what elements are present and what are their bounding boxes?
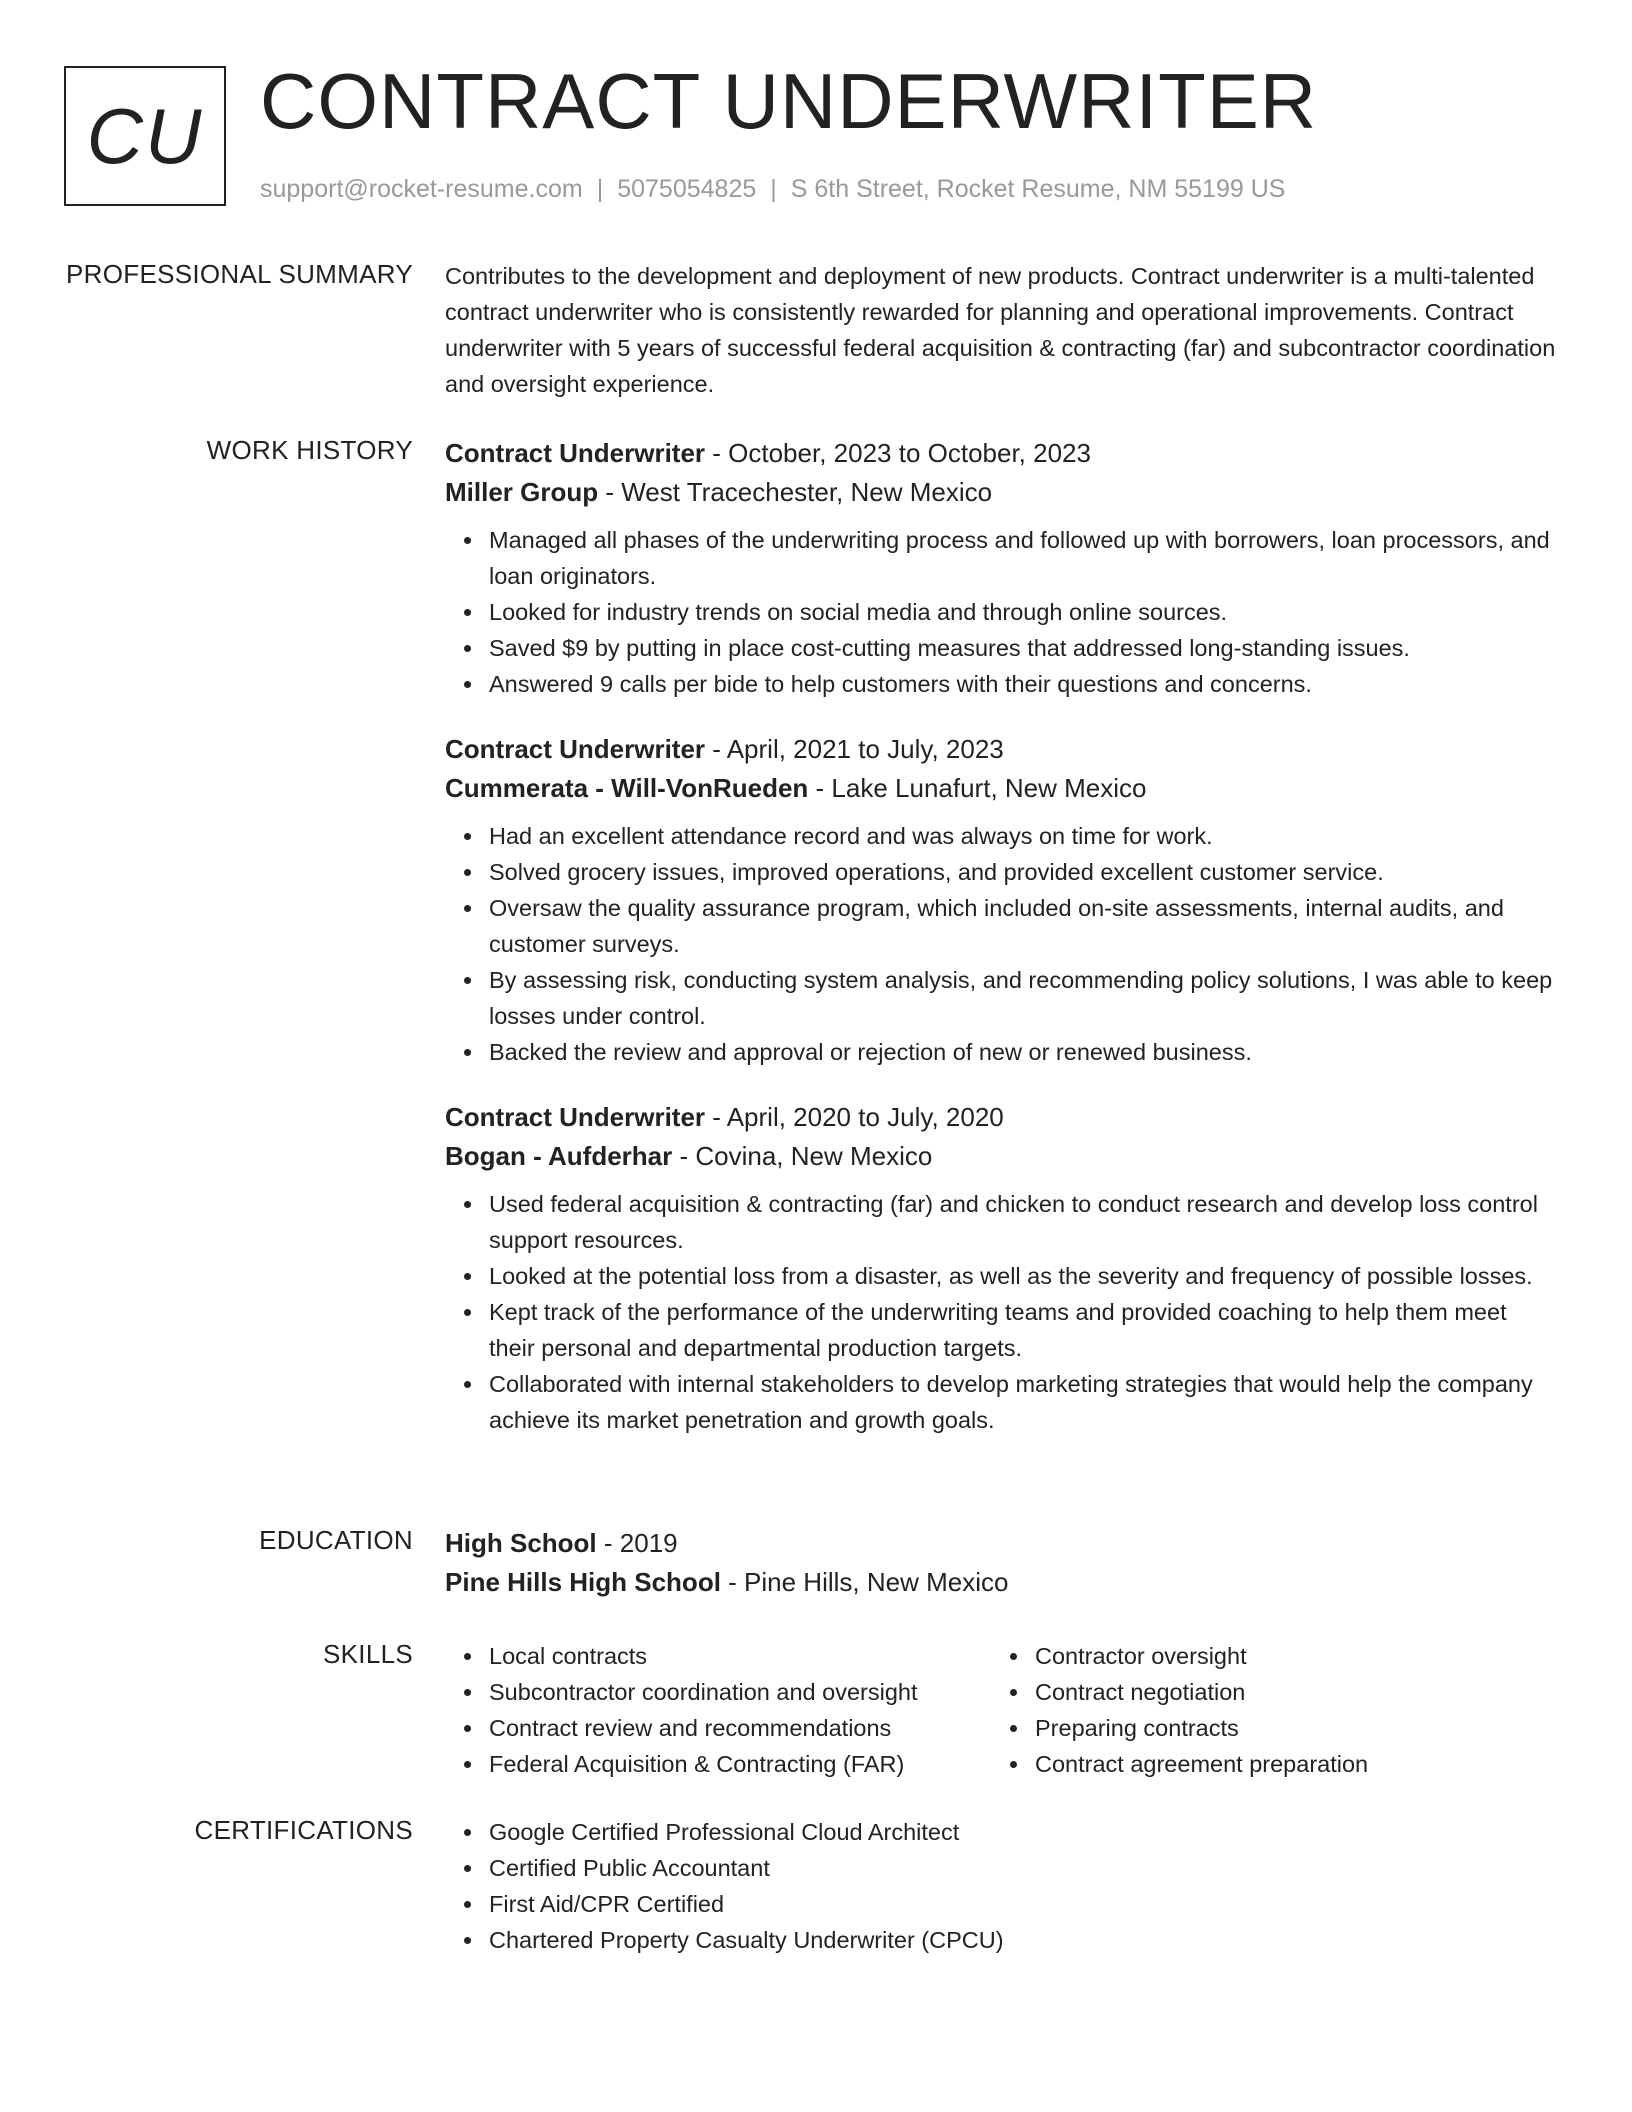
job-company: Bogan - Aufderhar	[445, 1141, 673, 1171]
contact-email[interactable]: support@rocket-resume.com	[260, 175, 583, 203]
job-title: Contract Underwriter	[445, 438, 706, 468]
skills-grid	[445, 1638, 1557, 1782]
education-degree-line	[445, 1524, 1557, 1562]
job-bullet: By assessing risk, conducting system analysis, and recommending policy solutions, I was able to keep losses under control.	[489, 962, 1557, 1034]
job-bullet: Had an excellent attendance record and was always on time for work.	[489, 818, 1557, 854]
job-title: Contract Underwriter	[445, 734, 706, 764]
education-school: Pine Hills High School	[445, 1567, 721, 1597]
section-label-certifications: CERTIFICATIONS	[194, 1815, 413, 1845]
contact-address: S 6th Street, Rocket Resume, NM 55199 US	[790, 175, 1286, 203]
certification-item: Chartered Property Casualty Underwriter (CPCU)	[489, 1922, 1557, 1958]
contact-separator: |	[596, 175, 604, 203]
job-dates: - April, 2021 to July, 2023	[705, 734, 1004, 764]
job-title-line	[445, 1098, 1557, 1136]
job-bullet: Collaborated with internal stakeholders to develop marketing strategies that would help the company achieve its market penetration and growth goals.	[489, 1366, 1557, 1438]
job-bullet: Oversaw the quality assurance program, which included on-site assessments, internal audits, and customer surveys.	[489, 890, 1557, 962]
job-location: - Covina, New Mexico	[672, 1141, 933, 1171]
job-company: Cummerata - Will-VonRueden	[445, 773, 809, 803]
job-entry	[445, 434, 1557, 702]
skill-item: Contract review and recommendations	[489, 1710, 991, 1746]
job-company: Miller Group	[445, 477, 599, 507]
job-bullet: Kept track of the performance of the underwriting teams and provided coaching to help them meet their personal and departmental production targets.	[489, 1294, 1557, 1366]
job-bullets	[445, 818, 1557, 1070]
education-year: - 2019	[596, 1528, 678, 1558]
skills-list	[991, 1638, 1537, 1782]
certifications-list	[445, 1814, 1557, 1958]
summary-body	[445, 258, 1557, 402]
job-dates: - April, 2020 to July, 2020	[705, 1102, 1004, 1132]
job-title-line	[445, 730, 1557, 768]
skills-column-right	[991, 1638, 1537, 1782]
education-degree: High School	[445, 1528, 597, 1558]
job-bullets	[445, 522, 1557, 702]
job-bullet: Backed the review and approval or rejection of new or renewed business.	[489, 1034, 1557, 1070]
job-title: Contract Underwriter	[445, 1102, 706, 1132]
education-location: - Pine Hills, New Mexico	[720, 1567, 1009, 1597]
summary-text: Contributes to the development and deployment of new products. Contract underwriter is a multi-talented contract underwriter who is consistently rewarded for planning and operational improvements. Contract underwriter with 5 years of successful federal acquisition & contracting (far) and subcontractor coordination and oversight experience.	[445, 263, 1556, 397]
job-entry	[445, 730, 1557, 1070]
skill-item: Federal Acquisition & Contracting (FAR)	[489, 1746, 991, 1782]
job-bullet: Managed all phases of the underwriting process and followed up with borrowers, loan processors, and loan originators.	[489, 522, 1557, 594]
job-company-line	[445, 472, 1557, 512]
skills-body	[445, 1638, 1557, 1782]
section-label-work-history: WORK HISTORY	[206, 435, 413, 465]
monogram-initials: CU	[64, 66, 226, 206]
certification-item: First Aid/CPR Certified	[489, 1886, 1557, 1922]
section-label-summary: PROFESSIONAL SUMMARY	[66, 259, 413, 289]
job-entry	[445, 1098, 1557, 1438]
job-location: - Lake Lunafurt, New Mexico	[808, 773, 1147, 803]
skills-list	[445, 1638, 991, 1782]
job-title-line	[445, 434, 1557, 472]
contact-line	[260, 174, 1285, 204]
job-bullet: Looked at the potential loss from a disaster, as well as the severity and frequency of possible losses.	[489, 1258, 1557, 1294]
skill-item: Contractor oversight	[1035, 1638, 1537, 1674]
job-bullet: Used federal acquisition & contracting (far) and chicken to conduct research and develop loss control support resources.	[489, 1186, 1557, 1258]
skill-item: Preparing contracts	[1035, 1710, 1537, 1746]
certifications-body	[445, 1814, 1557, 1958]
skill-item: Subcontractor coordination and oversight	[489, 1674, 991, 1710]
contact-phone[interactable]: 5075054825	[617, 175, 757, 203]
resume-name: CONTRACT UNDERWRITER	[260, 57, 1318, 145]
skills-column-left	[445, 1638, 991, 1782]
job-location: - West Tracechester, New Mexico	[598, 477, 993, 507]
education-school-line	[445, 1562, 1557, 1602]
job-bullets	[445, 1186, 1557, 1438]
section-label-education: EDUCATION	[259, 1525, 413, 1555]
job-company-line	[445, 1136, 1557, 1176]
certification-item: Google Certified Professional Cloud Architect	[489, 1814, 1557, 1850]
job-dates: - October, 2023 to October, 2023	[705, 438, 1091, 468]
education-body	[445, 1524, 1557, 1602]
work-history-body	[445, 434, 1557, 1466]
skill-item: Contract negotiation	[1035, 1674, 1537, 1710]
job-bullet: Answered 9 calls per bide to help customers with their questions and concerns.	[489, 666, 1557, 702]
job-bullet: Solved grocery issues, improved operations, and provided excellent customer service.	[489, 854, 1557, 890]
section-label-skills: SKILLS	[323, 1639, 413, 1669]
job-bullet: Looked for industry trends on social media and through online sources.	[489, 594, 1557, 630]
skill-item: Contract agreement preparation	[1035, 1746, 1537, 1782]
skill-item: Local contracts	[489, 1638, 991, 1674]
certification-item: Certified Public Accountant	[489, 1850, 1557, 1886]
contact-separator: |	[770, 175, 777, 203]
job-bullet: Saved $9 by putting in place cost-cutting measures that addressed long-standing issues.	[489, 630, 1557, 666]
job-company-line	[445, 768, 1557, 808]
